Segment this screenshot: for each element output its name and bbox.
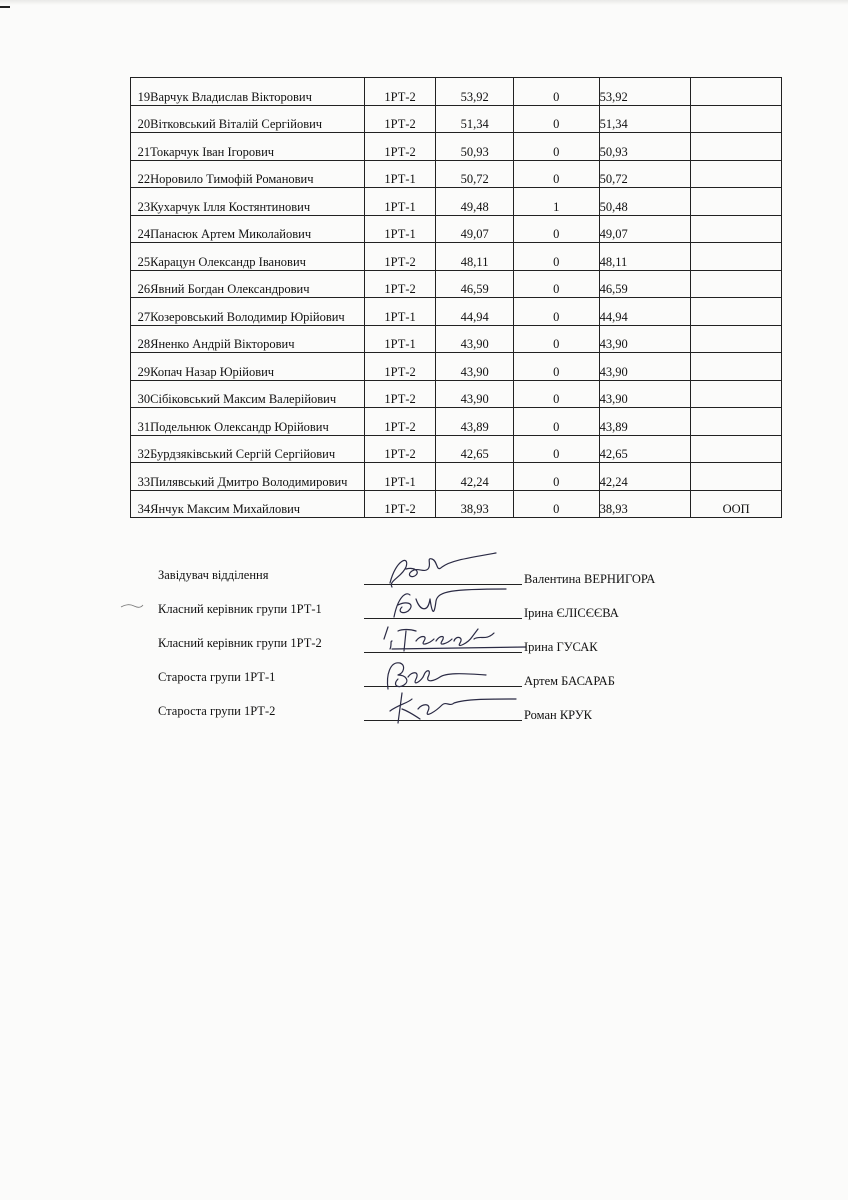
signatory-name: Артем БАСАРАБ	[524, 674, 615, 688]
score-value: 43,90	[436, 380, 514, 408]
table-row	[131, 490, 782, 518]
total-value: 43,90	[599, 325, 691, 353]
note-value	[691, 160, 782, 188]
group-code: 1РТ-2	[364, 435, 436, 463]
row-number: 33	[131, 463, 151, 491]
total-value: 50,48	[599, 188, 691, 216]
row-number: 29	[131, 353, 151, 381]
group-code: 1РТ-2	[364, 243, 436, 271]
row-number: 32	[131, 435, 151, 463]
bonus-value: 0	[513, 133, 599, 161]
bonus-value: 0	[513, 353, 599, 381]
group-code: 1РТ-1	[364, 463, 436, 491]
bonus-value: 0	[513, 380, 599, 408]
score-value: 49,48	[436, 188, 514, 216]
total-value: 46,59	[599, 270, 691, 298]
signature-role: Староста групи 1РТ-1	[158, 670, 276, 684]
signatory-name: Ірина ЄЛІСЄЄВА	[524, 606, 619, 620]
total-value: 42,24	[599, 463, 691, 491]
handwritten-signature	[376, 655, 526, 691]
student-name: Подельнюк Олександр Юрійович	[150, 408, 364, 436]
bonus-value: 0	[513, 270, 599, 298]
student-name: Янчук Максим Михайлович	[150, 490, 364, 518]
score-value: 50,93	[436, 133, 514, 161]
note-value	[691, 105, 782, 133]
score-value: 50,72	[436, 160, 514, 188]
note-value	[691, 408, 782, 436]
table-row	[131, 188, 782, 216]
table-row	[131, 380, 782, 408]
student-name: Варчук Владислав Вікторович	[150, 78, 364, 106]
signatory-name: Ірина ГУСАК	[524, 640, 598, 654]
student-name: Вітковський Віталій Сергійович	[150, 105, 364, 133]
note-value	[691, 463, 782, 491]
group-code: 1РТ-1	[364, 188, 436, 216]
margin-pencil-mark	[120, 603, 144, 609]
score-value: 43,90	[436, 325, 514, 353]
score-value: 51,34	[436, 105, 514, 133]
row-number: 19	[131, 78, 151, 106]
score-value: 48,11	[436, 243, 514, 271]
group-code: 1РТ-1	[364, 298, 436, 326]
ranking-table-body	[131, 78, 782, 518]
signature-role: Староста групи 1РТ-2	[158, 704, 276, 718]
note-value	[691, 188, 782, 216]
row-number: 25	[131, 243, 151, 271]
table-row	[131, 133, 782, 161]
student-name: Кухарчук Ілля Костянтинович	[150, 188, 364, 216]
note-value	[691, 215, 782, 243]
score-value: 46,59	[436, 270, 514, 298]
total-value: 43,90	[599, 353, 691, 381]
table-row	[131, 243, 782, 271]
bonus-value: 0	[513, 490, 599, 518]
signature-role: Класний керівник групи 1РТ-2	[158, 636, 322, 650]
handwritten-signature	[376, 689, 526, 725]
note-value	[691, 380, 782, 408]
student-name: Сібіковський Максим Валерійович	[150, 380, 364, 408]
signatory-name: Роман КРУК	[524, 708, 593, 722]
signature-role: Класний керівник групи 1РТ-1	[158, 602, 322, 616]
row-number: 34	[131, 490, 151, 518]
bonus-value: 0	[513, 78, 599, 106]
handwritten-signature	[376, 587, 526, 623]
handwritten-signature	[376, 553, 526, 589]
total-value: 48,11	[599, 243, 691, 271]
note-value	[691, 353, 782, 381]
group-code: 1РТ-2	[364, 78, 436, 106]
row-number: 26	[131, 270, 151, 298]
signature-row	[158, 623, 718, 657]
table-row	[131, 270, 782, 298]
total-value: 43,89	[599, 408, 691, 436]
signature-row	[158, 657, 718, 691]
student-name: Норовило Тимофій Романович	[150, 160, 364, 188]
score-value: 53,92	[436, 78, 514, 106]
total-value: 50,72	[599, 160, 691, 188]
student-name: Козеровський Володимир Юрійович	[150, 298, 364, 326]
group-code: 1РТ-1	[364, 325, 436, 353]
total-value: 51,34	[599, 105, 691, 133]
note-value: ООП	[691, 490, 782, 518]
table-row	[131, 298, 782, 326]
bonus-value: 0	[513, 160, 599, 188]
handwritten-signature	[376, 621, 526, 657]
bonus-value: 0	[513, 463, 599, 491]
note-value	[691, 435, 782, 463]
signature-row	[158, 589, 718, 623]
ranking-table	[130, 77, 782, 518]
bonus-value: 1	[513, 188, 599, 216]
score-value: 49,07	[436, 215, 514, 243]
bonus-value: 0	[513, 298, 599, 326]
group-code: 1РТ-2	[364, 353, 436, 381]
note-value	[691, 270, 782, 298]
total-value: 43,90	[599, 380, 691, 408]
total-value: 49,07	[599, 215, 691, 243]
total-value: 42,65	[599, 435, 691, 463]
bonus-value: 0	[513, 105, 599, 133]
signatory-name: Валентина ВЕРНИГОРА	[524, 572, 656, 586]
note-value	[691, 298, 782, 326]
group-code: 1РТ-2	[364, 408, 436, 436]
row-number: 23	[131, 188, 151, 216]
student-name: Явний Богдан Олександрович	[150, 270, 364, 298]
signature-row	[158, 555, 718, 589]
total-value: 53,92	[599, 78, 691, 106]
score-value: 43,89	[436, 408, 514, 436]
table-row	[131, 353, 782, 381]
student-name: Панасюк Артем Миколайович	[150, 215, 364, 243]
row-number: 28	[131, 325, 151, 353]
note-value	[691, 133, 782, 161]
student-name: Бурдзяківський Сергій Сергійович	[150, 435, 364, 463]
table-row	[131, 463, 782, 491]
note-value	[691, 243, 782, 271]
bonus-value: 0	[513, 435, 599, 463]
student-name: Токарчук Іван Ігорович	[150, 133, 364, 161]
score-value: 38,93	[436, 490, 514, 518]
table-row	[131, 408, 782, 436]
bonus-value: 0	[513, 408, 599, 436]
group-code: 1РТ-2	[364, 490, 436, 518]
score-value: 42,24	[436, 463, 514, 491]
student-name: Карацун Олександр Іванович	[150, 243, 364, 271]
note-value	[691, 325, 782, 353]
score-value: 43,90	[436, 353, 514, 381]
bonus-value: 0	[513, 215, 599, 243]
total-value: 50,93	[599, 133, 691, 161]
group-code: 1РТ-2	[364, 105, 436, 133]
table-row	[131, 105, 782, 133]
group-code: 1РТ-1	[364, 160, 436, 188]
signatures-block	[158, 555, 718, 725]
scan-edge-shadow	[0, 0, 848, 5]
group-code: 1РТ-1	[364, 215, 436, 243]
note-value	[691, 78, 782, 106]
student-name: Пилявський Дмитро Володимирович	[150, 463, 364, 491]
table-row	[131, 78, 782, 106]
row-number: 20	[131, 105, 151, 133]
table-row	[131, 160, 782, 188]
student-name: Копач Назар Юрійович	[150, 353, 364, 381]
row-number: 22	[131, 160, 151, 188]
student-name: Яненко Андрій Вікторович	[150, 325, 364, 353]
table-row	[131, 325, 782, 353]
row-number: 21	[131, 133, 151, 161]
table-row	[131, 215, 782, 243]
scan-mark	[0, 6, 10, 8]
total-value: 44,94	[599, 298, 691, 326]
group-code: 1РТ-2	[364, 380, 436, 408]
group-code: 1РТ-2	[364, 270, 436, 298]
score-value: 42,65	[436, 435, 514, 463]
table-row	[131, 435, 782, 463]
bonus-value: 0	[513, 243, 599, 271]
row-number: 27	[131, 298, 151, 326]
bonus-value: 0	[513, 325, 599, 353]
signature-row	[158, 691, 718, 725]
row-number: 30	[131, 380, 151, 408]
row-number: 24	[131, 215, 151, 243]
signature-role: Завідувач відділення	[158, 568, 269, 582]
score-value: 44,94	[436, 298, 514, 326]
row-number: 31	[131, 408, 151, 436]
group-code: 1РТ-2	[364, 133, 436, 161]
total-value: 38,93	[599, 490, 691, 518]
